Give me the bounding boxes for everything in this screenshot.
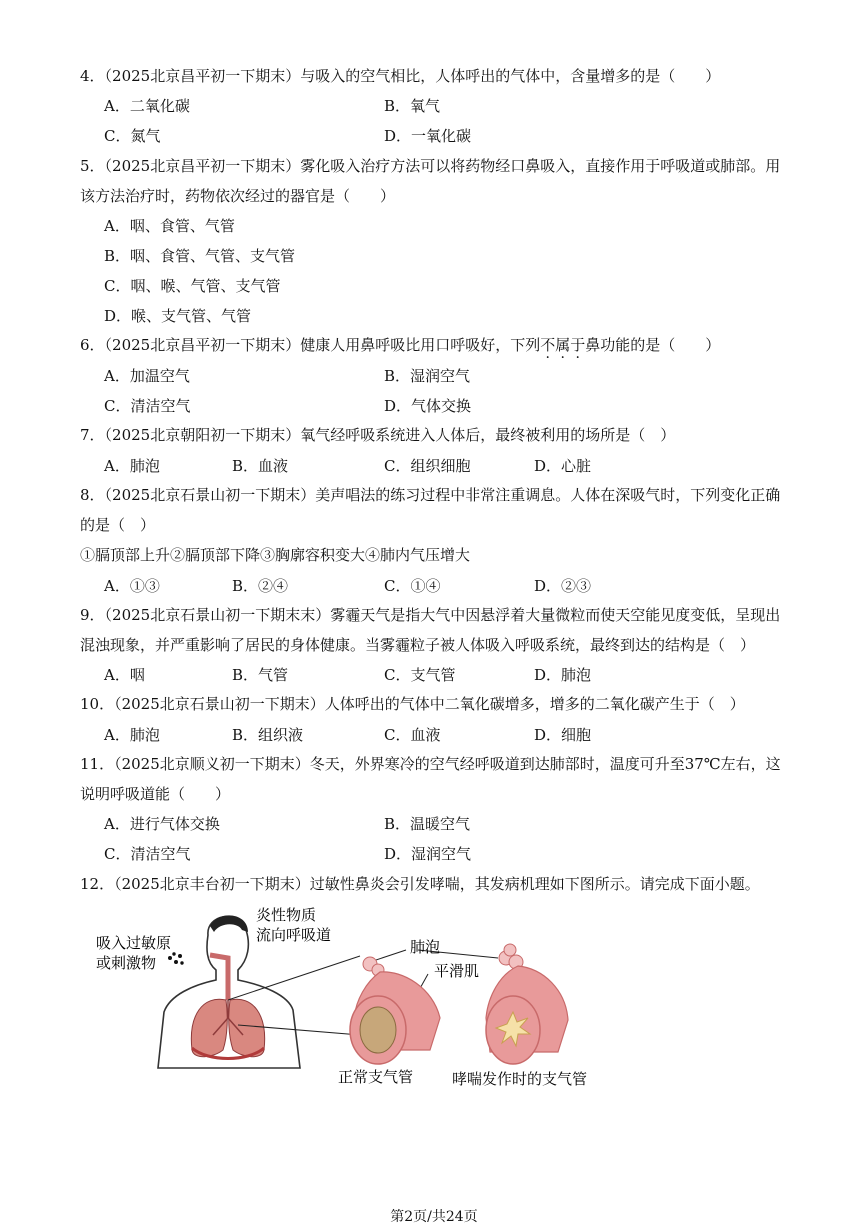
q11-option-b: B．温暖空气 (384, 815, 471, 833)
q5-option-c: C．咽、喉、气管、支气管 (104, 277, 281, 295)
q6-stem-part2: 鼻功能的是（ ） (585, 336, 721, 354)
page-footer: 第2页/共24页 (390, 1209, 478, 1225)
q6-emphasis-char: 于 (570, 336, 586, 354)
q6-option-a: A．加温空气 (104, 367, 190, 385)
question-6-stem (80, 335, 720, 355)
q6-option-c: C．清洁空气 (104, 397, 191, 415)
question-9-stem-line2: 混浊现象，并严重影响了居民的身体健康。当雾霾粒子被人体吸入呼吸系统，最终到达的结构是（ ） (80, 636, 756, 654)
q4-option-a: A．二氧化碳 (104, 97, 190, 115)
q7-option-b: B．血液 (232, 457, 289, 475)
q10-option-d: D．细胞 (534, 726, 592, 744)
q6-stem-part1: 6．（2025北京昌平初一下期末）健康人用鼻呼吸比用口呼吸好，下列 (80, 336, 541, 354)
q11-option-d: D．湿润空气 (384, 845, 472, 863)
label-alveoli: 肺泡 (410, 938, 441, 956)
q6-option-d: D．气体交换 (384, 397, 472, 415)
q10-option-a: A．肺泡 (104, 726, 160, 744)
q11-option-a: A．进行气体交换 (104, 815, 220, 833)
question-8-stem-line3: ①膈顶部上升②膈顶部下降③胸廓容积变大④肺内气压增大 (80, 546, 471, 564)
q6-option-b: B．湿润空气 (384, 367, 471, 385)
label-smooth-muscle: 平滑肌 (434, 962, 480, 980)
q8-option-b: B．②④ (232, 577, 289, 595)
question-11-stem-line1: 11．（2025北京顺义初一下期末）冬天，外界寒冷的空气经呼吸道到达肺部时，温度可升至37℃左右，这 (80, 755, 781, 773)
question-7-stem: 7．（2025北京朝阳初一下期末）氧气经呼吸系统进入人体后，最终被利用的场所是（ ） (80, 426, 676, 444)
q4-option-b: B．氧气 (384, 97, 441, 115)
label-inflammatory-line1: 炎性物质 (256, 906, 317, 924)
question-5-stem-line1: 5．（2025北京昌平初一下期末）雾化吸入治疗方法可以将药物经口鼻吸入，直接作用于呼吸道或肺部。用 (80, 157, 781, 175)
label-normal-bronchus: 正常支气管 (338, 1068, 414, 1086)
question-9-stem-line1: 9．（2025北京石景山初一下期末末）雾霾天气是指大气中因悬浮着大量微粒而使天空能见度变低，呈现出 (80, 606, 781, 624)
q5-option-d: D．喉、支气管、气管 (104, 307, 252, 325)
allergen-particles (168, 952, 184, 964)
q4-option-d: D．一氧化碳 (384, 127, 472, 145)
asthma-bronchus-illustration (486, 944, 568, 1064)
label-inhale-line2: 或刺激物 (96, 954, 157, 972)
q5-option-b: B．咽、食管、气管、支气管 (104, 247, 296, 265)
q8-option-a: A．①③ (104, 577, 160, 595)
normal-bronchus-illustration (350, 957, 440, 1064)
q7-option-c: C．组织细胞 (384, 457, 471, 475)
q7-option-a: A．肺泡 (104, 457, 160, 475)
q6-emphasis-char: 不 (540, 336, 556, 354)
q9-option-a: A．咽 (104, 666, 145, 684)
q4-option-c: C．氮气 (104, 127, 161, 145)
label-inflammatory-line2: 流向呼吸道 (256, 926, 332, 944)
q5-option-a: A．咽、食管、气管 (104, 217, 235, 235)
q10-option-b: B．组织液 (232, 726, 304, 744)
question-8-stem-line1: 8．（2025北京石景山初一下期末）美声唱法的练习过程中非常注重调息。人体在深吸气时，下列变化正确 (80, 486, 781, 504)
q9-option-d: D．肺泡 (534, 666, 592, 684)
asthma-mechanism-figure (88, 900, 648, 1100)
label-asthma-bronchus: 哮喘发作时的支气管 (452, 1070, 588, 1088)
leader-line (228, 956, 360, 1000)
question-8-stem-line2: 的是（ ） (80, 516, 156, 534)
q10-option-c: C．血液 (384, 726, 441, 744)
q9-option-c: C．支气管 (384, 666, 456, 684)
q9-option-b: B．气管 (232, 666, 289, 684)
question-5-stem-line2: 该方法治疗时，药物依次经过的器官是（ ） (80, 187, 396, 205)
q8-option-c: C．①④ (384, 577, 441, 595)
q7-option-d: D．心脏 (534, 457, 592, 475)
question-11-stem-line2: 说明呼吸道能（ ） (80, 785, 231, 803)
question-4-stem: 4．（2025北京昌平初一下期末）与吸入的空气相比，人体呼出的气体中，含量增多的是（ ） (80, 67, 721, 85)
q8-option-d: D．②③ (534, 577, 592, 595)
label-inhale-line1: 吸入过敏原 (96, 934, 172, 952)
question-10-stem: 10．（2025北京石景山初一下期末）人体呼出的气体中二氧化碳增多，增多的二氧化碳产生于（ ） (80, 695, 745, 713)
question-12-stem: 12．（2025北京丰台初一下期末）过敏性鼻炎会引发哮喘，其发病机理如下图所示。请完成下面小题。 (80, 875, 760, 893)
q11-option-c: C．清洁空气 (104, 845, 191, 863)
q6-emphasis-char: 属 (555, 336, 571, 354)
